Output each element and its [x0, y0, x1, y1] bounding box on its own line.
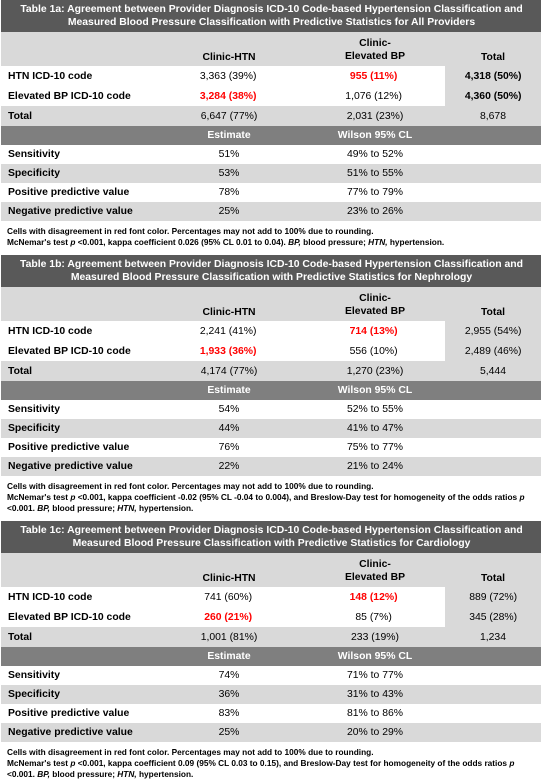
table-label: Table 1b:	[20, 259, 65, 270]
stat-row-specificity: Specificity 53% 51% to 55%	[1, 164, 541, 183]
row-elevated: Elevated BP ICD-10 code 3,284 (38%) 1,076 (12%) 4,360 (50%)	[1, 86, 541, 106]
stats-header-row: Estimate Wilson 95% CL	[1, 381, 541, 400]
col-total: Total	[480, 307, 506, 318]
col-clinic-htn: Clinic-HTN	[202, 52, 256, 63]
stat-row-specificity: Specificity 36% 31% to 43%	[1, 685, 541, 704]
table-title-text: Agreement between Provider Diagnosis ICD-10 Code-based Hypertension Classification and Measured Blood Pressure Classification with Predictive Statistics for Cardiology	[67, 525, 523, 549]
disagreement-cell: 1,933 (36%)	[199, 345, 257, 357]
stat-row-sensitivity: Sensitivity 51% 49% to 52%	[8, 149, 404, 160]
table-1c	[1, 521, 541, 783]
column-header-row	[1, 287, 541, 321]
stat-row-ppv: Positive predictive value 83% 81% to 86%	[8, 708, 404, 719]
table-title-text: Agreement between Provider Diagnosis ICD-10 Code-based Hypertension Classification and Measured Blood Pressure Classification with Predictive Statistics for All Providers	[67, 4, 523, 28]
row-elevated: Elevated BP ICD-10 code 1,933 (36%) 556 (10%) 2,489 (46%)	[1, 341, 541, 361]
table-title	[1, 255, 541, 287]
disagreement-cell: 714 (13%)	[349, 325, 398, 337]
col-elevated-bp: Clinic- Elevated BP	[344, 293, 406, 317]
table-label: Table 1a:	[20, 4, 65, 15]
stat-row-specificity: Specificity 44% 41% to 47%	[1, 419, 541, 438]
table-footnote: Cells with disagreement in red font color. Percentages may not add to 100% due to rounding. McNemar's test p <0.001, kappa coefficient -0.02 (95% CL -0.04 to 0.004), and Breslow-Day test for homogeneity of the odds ratios p <0.001. BP, blood pressure; HTN, hypertension.	[7, 481, 525, 513]
stat-row-ppv: Positive predictive value 76% 75% to 77%	[8, 442, 404, 453]
row-htn: HTN ICD-10 code 3,363 (39%) 955 (11%) 4,318 (50%)	[1, 66, 541, 86]
row-elevated: Elevated BP ICD-10 code 260 (21%) 85 (7%) 345 (28%)	[1, 607, 541, 627]
stat-row-sensitivity: Sensitivity 54% 52% to 55%	[8, 404, 404, 415]
table-footnote: Cells with disagreement in red font color. Percentages may not add to 100% due to rounding. McNemar's test p <0.001, kappa coefficient 0.09 (95% CL 0.03 to 0.15), and Breslow-Day test for homogeneity of the odds ratios p <0.001. BP, blood pressure; HTN, hypertension.	[7, 747, 515, 779]
row-total: Total 4,174 (77%) 1,270 (23%) 5,444	[1, 361, 541, 381]
col-clinic-htn: Clinic-HTN	[202, 307, 256, 318]
column-header-row	[1, 32, 541, 66]
col-elevated-bp: Clinic- Elevated BP	[344, 559, 406, 583]
table-label: Table 1c:	[20, 525, 65, 536]
column-header-row	[1, 553, 541, 587]
row-total: Total 6,647 (77%) 2,031 (23%) 8,678	[1, 106, 541, 126]
table-footnote: Cells with disagreement in red font color. Percentages may not add to 100% due to rounding. McNemar's test p <0.001, kappa coefficient 0.026 (95% CL 0.01 to 0.04). BP, blood pressure; HTN, hypertension.	[7, 226, 445, 247]
row-htn: HTN ICD-10 code 2,241 (41%) 714 (13%) 2,955 (54%)	[1, 321, 541, 341]
table-title	[1, 0, 541, 32]
table-title	[1, 521, 541, 553]
table-1b	[1, 255, 541, 517]
disagreement-cell: 955 (11%)	[349, 70, 398, 82]
col-total: Total	[480, 573, 506, 584]
stat-row-npv: Negative predictive value 25% 20% to 29%	[1, 723, 541, 742]
stat-row-sensitivity: Sensitivity 74% 71% to 77%	[8, 670, 404, 681]
disagreement-cell: 3,284 (38%)	[199, 90, 257, 102]
table-title-text: Agreement between Provider Diagnosis ICD-10 Code-based Hypertension Classification and Measured Blood Pressure Classification with Predictive Statistics for Nephrology	[67, 259, 523, 283]
stat-row-ppv: Positive predictive value 78% 77% to 79%	[8, 187, 404, 198]
row-total: Total 1,001 (81%) 233 (19%) 1,234	[1, 627, 541, 647]
stat-row-npv: Negative predictive value 25% 23% to 26%	[1, 202, 541, 221]
stat-row-npv: Negative predictive value 22% 21% to 24%	[1, 457, 541, 476]
stats-header-row: Estimate Wilson 95% CL	[1, 647, 541, 666]
table-1a	[1, 0, 541, 251]
disagreement-cell: 260 (21%)	[204, 611, 253, 623]
col-elevated-bp: Clinic- Elevated BP	[344, 38, 406, 62]
disagreement-cell: 148 (12%)	[349, 591, 398, 603]
col-clinic-htn: Clinic-HTN	[202, 573, 256, 584]
row-htn: HTN ICD-10 code 741 (60%) 148 (12%) 889 (72%)	[1, 587, 541, 607]
col-total: Total	[480, 52, 506, 63]
stats-header-row: Estimate Wilson 95% CL	[1, 126, 541, 145]
